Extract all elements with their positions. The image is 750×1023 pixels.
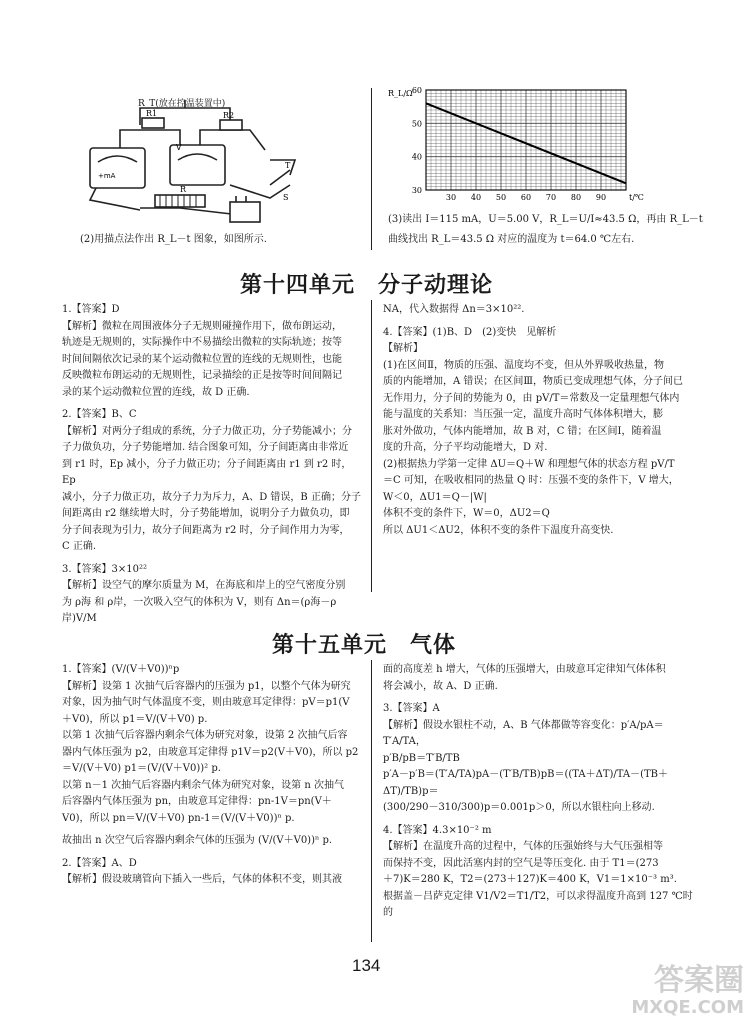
text-line: 减小，分子力做正功，故分子力为斥力，A、D 错误，B 正确；分子 [62, 491, 361, 503]
x-axis-label: t/℃ [629, 193, 644, 202]
x-tick-label: 30 [445, 193, 457, 202]
text-line: 【解析】假设玻璃管向下插入一些后，气体的体积不变，则其液 [62, 874, 342, 885]
text-line: 时间间隔依次记录的某个运动微粒位置的连线的无规则性，也能 [62, 353, 342, 365]
text-line: 4.【答案】(1)B、D (2)变快 见解析 [383, 326, 557, 338]
column-divider-unit15 [371, 660, 372, 942]
text-line: 【解析】设第 1 次抽气后容器内的压强为 p1，以整个气体为研究 [62, 680, 351, 692]
text-line: 后容器内气体压强为 pn，由玻意耳定律得：pn-1V＝pn(V＋ [62, 796, 332, 807]
text-line: 质的内能增加，A 错误；在区间Ⅲ，物质已变成理想气体，分子间已 [383, 376, 684, 387]
text-line: p′A－p′B＝(T′A/TA)pA－(T′B/TB)pB＝((TA＋ΔT)/TA－(TB＋ΔT)/TB)p＝ [383, 769, 669, 797]
text-line: p′B/pB＝T′B/TB [383, 752, 460, 764]
text-line: 2.【答案】A、D [62, 857, 137, 869]
text-line: V0)，所以 pn＝V/(V＋V0) pn-1＝(V/(V＋V0))ⁿ p. [62, 812, 295, 824]
text-line: (300/290－310/300)p＝0.001p＞0，所以水银柱向上移动. [383, 802, 655, 813]
text-line: 子力做负功，分子势能增加. 结合图象可知，分子间距离由非常近 [62, 442, 349, 453]
text-line: 为 ρ海 和 ρ岸，一次吸入空气的体积为 V，则有 Δn＝(ρ海－ρ岸)V/M [62, 596, 337, 624]
text-line: 将会减小，故 A、D 正确. [383, 680, 498, 692]
circuit-label: R_T(放在控温装置中) [138, 99, 226, 109]
text-line: ＝C 可知，在吸收相同的热量 Q 时：压强不变的条件下，V 增大， [383, 475, 679, 486]
text-line: 2.【答案】B、C [62, 409, 137, 420]
text-line: 胀对外做功，气体内能增加，故 B 对，C 错；在区间Ⅰ，随着温 [383, 425, 662, 437]
text-line: 以第 n－1 次抽气后容器内剩余气体为研究对象，设第 n 次抽气 [62, 779, 344, 791]
text-line: 1.【答案】(V/(V＋V0))ⁿp [62, 664, 180, 675]
text-line: 轨迹是无规则的，实际操作中不易描绘出微粒的实际轨迹；按等 [62, 337, 342, 348]
text-line: 能与温度的关系知：当压强一定，温度升高时气体体积增大，膨 [383, 409, 663, 420]
text-line: 无作用力，分子间的势能为 0，由 pV/T＝常数及一定量理想气体内 [383, 392, 680, 404]
text-line: 【解析】微粒在周围液体分子无规则碰撞作用下，做布朗运动， [62, 320, 342, 332]
svg-text:+mA: +mA [98, 172, 116, 180]
resistance-temperature-graph [384, 82, 664, 217]
text-line: 1.【答案】D [62, 304, 120, 315]
text-line: ＝V/(V＋V0) p1＝(V/(V＋V0))² p. [62, 763, 221, 774]
column-divider-top [371, 88, 372, 250]
text-line: 【解析】设空气的摩尔质量为 M，在海底和岸上的空气密度分别 [62, 580, 346, 591]
figure-caption-left: (2)用描点法作出 R_L－t 图象，如图所示. [80, 234, 267, 245]
unit15-title: 第十五单元 气体 [272, 633, 457, 658]
text-line: NA，代入数据得 Δn＝3×10²². [383, 304, 525, 315]
x-tick-label: 50 [495, 193, 507, 202]
text-line: 到 r1 时，Ep 减小，分子力做正功；分子间距离由 r1 到 r2 时，Ep [62, 458, 352, 486]
unit15-right-column [383, 662, 693, 922]
text-line: 【解析】假设水银柱不动，A、B 气体都做等容变化：p′A/pA＝T′A/TA， [383, 719, 664, 747]
text-line: 3.【答案】A [383, 703, 440, 714]
svg-text:R: R [180, 185, 187, 194]
text-line: 度的升高，分子平均动能增大，D 对. [383, 442, 548, 453]
text-line: 而保持不变，因此活塞内封的空气是等压变化. 由于 T1＝(273 [383, 857, 659, 869]
x-tick-label: 90 [595, 193, 607, 202]
svg-text:R1: R1 [146, 109, 158, 118]
text-line: 面的高度差 h 增大，气体的压强增大，由玻意耳定律知气体体积 [383, 664, 666, 675]
svg-text:S: S [283, 193, 289, 202]
y-tick-label: 40 [411, 152, 422, 162]
unit15-left-column [62, 662, 362, 889]
text-line: ＋V0)，所以 p1＝V/(V＋V0) p. [62, 713, 208, 725]
text-line: 器内气体压强为 p2，由玻意耳定律得 p1V＝p2(V＋V0)，所以 p2 [62, 746, 359, 758]
text-line: C 正确. [62, 541, 97, 552]
text-line: 体积不变的条件下，W＝0，ΔU2＝Q [383, 508, 550, 519]
svg-text:R2: R2 [223, 111, 235, 120]
y-tick-label: 50 [411, 119, 422, 129]
unit14-right-column [383, 302, 693, 539]
text-line: 【解析】 [383, 343, 423, 354]
text-line: 分子间表现为引力，故分子间距离为 r2 时，分子间作用力为零， [62, 524, 350, 536]
text-line: 根据盖－吕萨克定律 V1/V2＝T1/T2，可以求得温度升高到 127 ℃时的 [383, 890, 693, 918]
x-tick-label: 40 [470, 193, 482, 202]
graph-right-text-2: 曲线找出 R_L＝43.5 Ω 对应的温度为 t＝64.0 ℃左右. [388, 234, 635, 245]
text-line: 间距离由 r2 继续增大时，分子势能增加，说明分子力做负功，即 [62, 508, 350, 519]
text-line: 【解析】在温度升高的过程中，气体的压强始终与大气压强相等 [383, 841, 663, 852]
text-line: 故抽出 n 次空气后容器内剩余气体的压强为 (V/(V＋V0))ⁿ p. [62, 835, 333, 846]
text-line: 对象，因为抽气时气体温度不变，则由玻意耳定律得：pV＝p1(V [62, 697, 350, 708]
unit14-title: 第十四单元 分子动理论 [240, 273, 494, 298]
svg-text:V: V [176, 143, 182, 152]
text-line: 【解析】对两分子组成的系统，分子力做正功，分子势能减小；分 [62, 425, 352, 437]
text-line: (2)根据热力学第一定律 ΔU＝Q＋W 和理想气体的状态方程 pV/T [383, 458, 675, 470]
chart-svg [384, 82, 664, 217]
text-line: 所以 ΔU1＜ΔU2，体积不变的条件下温度升高变快. [383, 524, 614, 536]
text-line: W＜0，ΔU1＝Q－|W| [383, 491, 487, 503]
text-line: 录的某个运动微粒位置的连线，故 D 正确. [62, 386, 250, 398]
unit14-left-column [62, 302, 362, 628]
y-tick-label: 60 [411, 86, 422, 95]
text-line: 以第 1 次抽气后容器内剩余气体为研究对象，设第 2 次抽气后容 [62, 730, 348, 741]
graph-right-text-1: (3)读出 I＝115 mA，U＝5.00 V，R_L＝U/I≈43.5 Ω，再由 R_L－t [388, 214, 703, 225]
x-tick-label: 70 [545, 193, 557, 202]
y-tick-label: 30 [411, 186, 422, 195]
text-line: 3.【答案】3×10²² [62, 563, 148, 575]
text-line: 4.【答案】4.3×10⁻² m [383, 824, 492, 836]
watermark-logo: 答案圈 MXQE.COM [631, 963, 744, 1018]
text-line: ＋7)K＝280 K，T2＝(273＋127)K＝400 K，V1＝1×10⁻³ m³. [383, 874, 677, 885]
x-tick-label: 60 [520, 193, 532, 202]
y-axis-label: R_L/Ω [388, 89, 413, 98]
column-divider-unit14 [371, 300, 372, 592]
page-number: 134 [352, 956, 381, 975]
svg-text:T: T [285, 161, 291, 170]
x-tick-label: 80 [570, 193, 582, 202]
text-line: (1)在区间Ⅱ，物质的压强、温度均不变，但从外界吸收热量，物 [383, 359, 664, 371]
text-line: 反映微粒布朗运动的无规则性，记录描绘的正是按等时间间隔记 [62, 370, 342, 381]
